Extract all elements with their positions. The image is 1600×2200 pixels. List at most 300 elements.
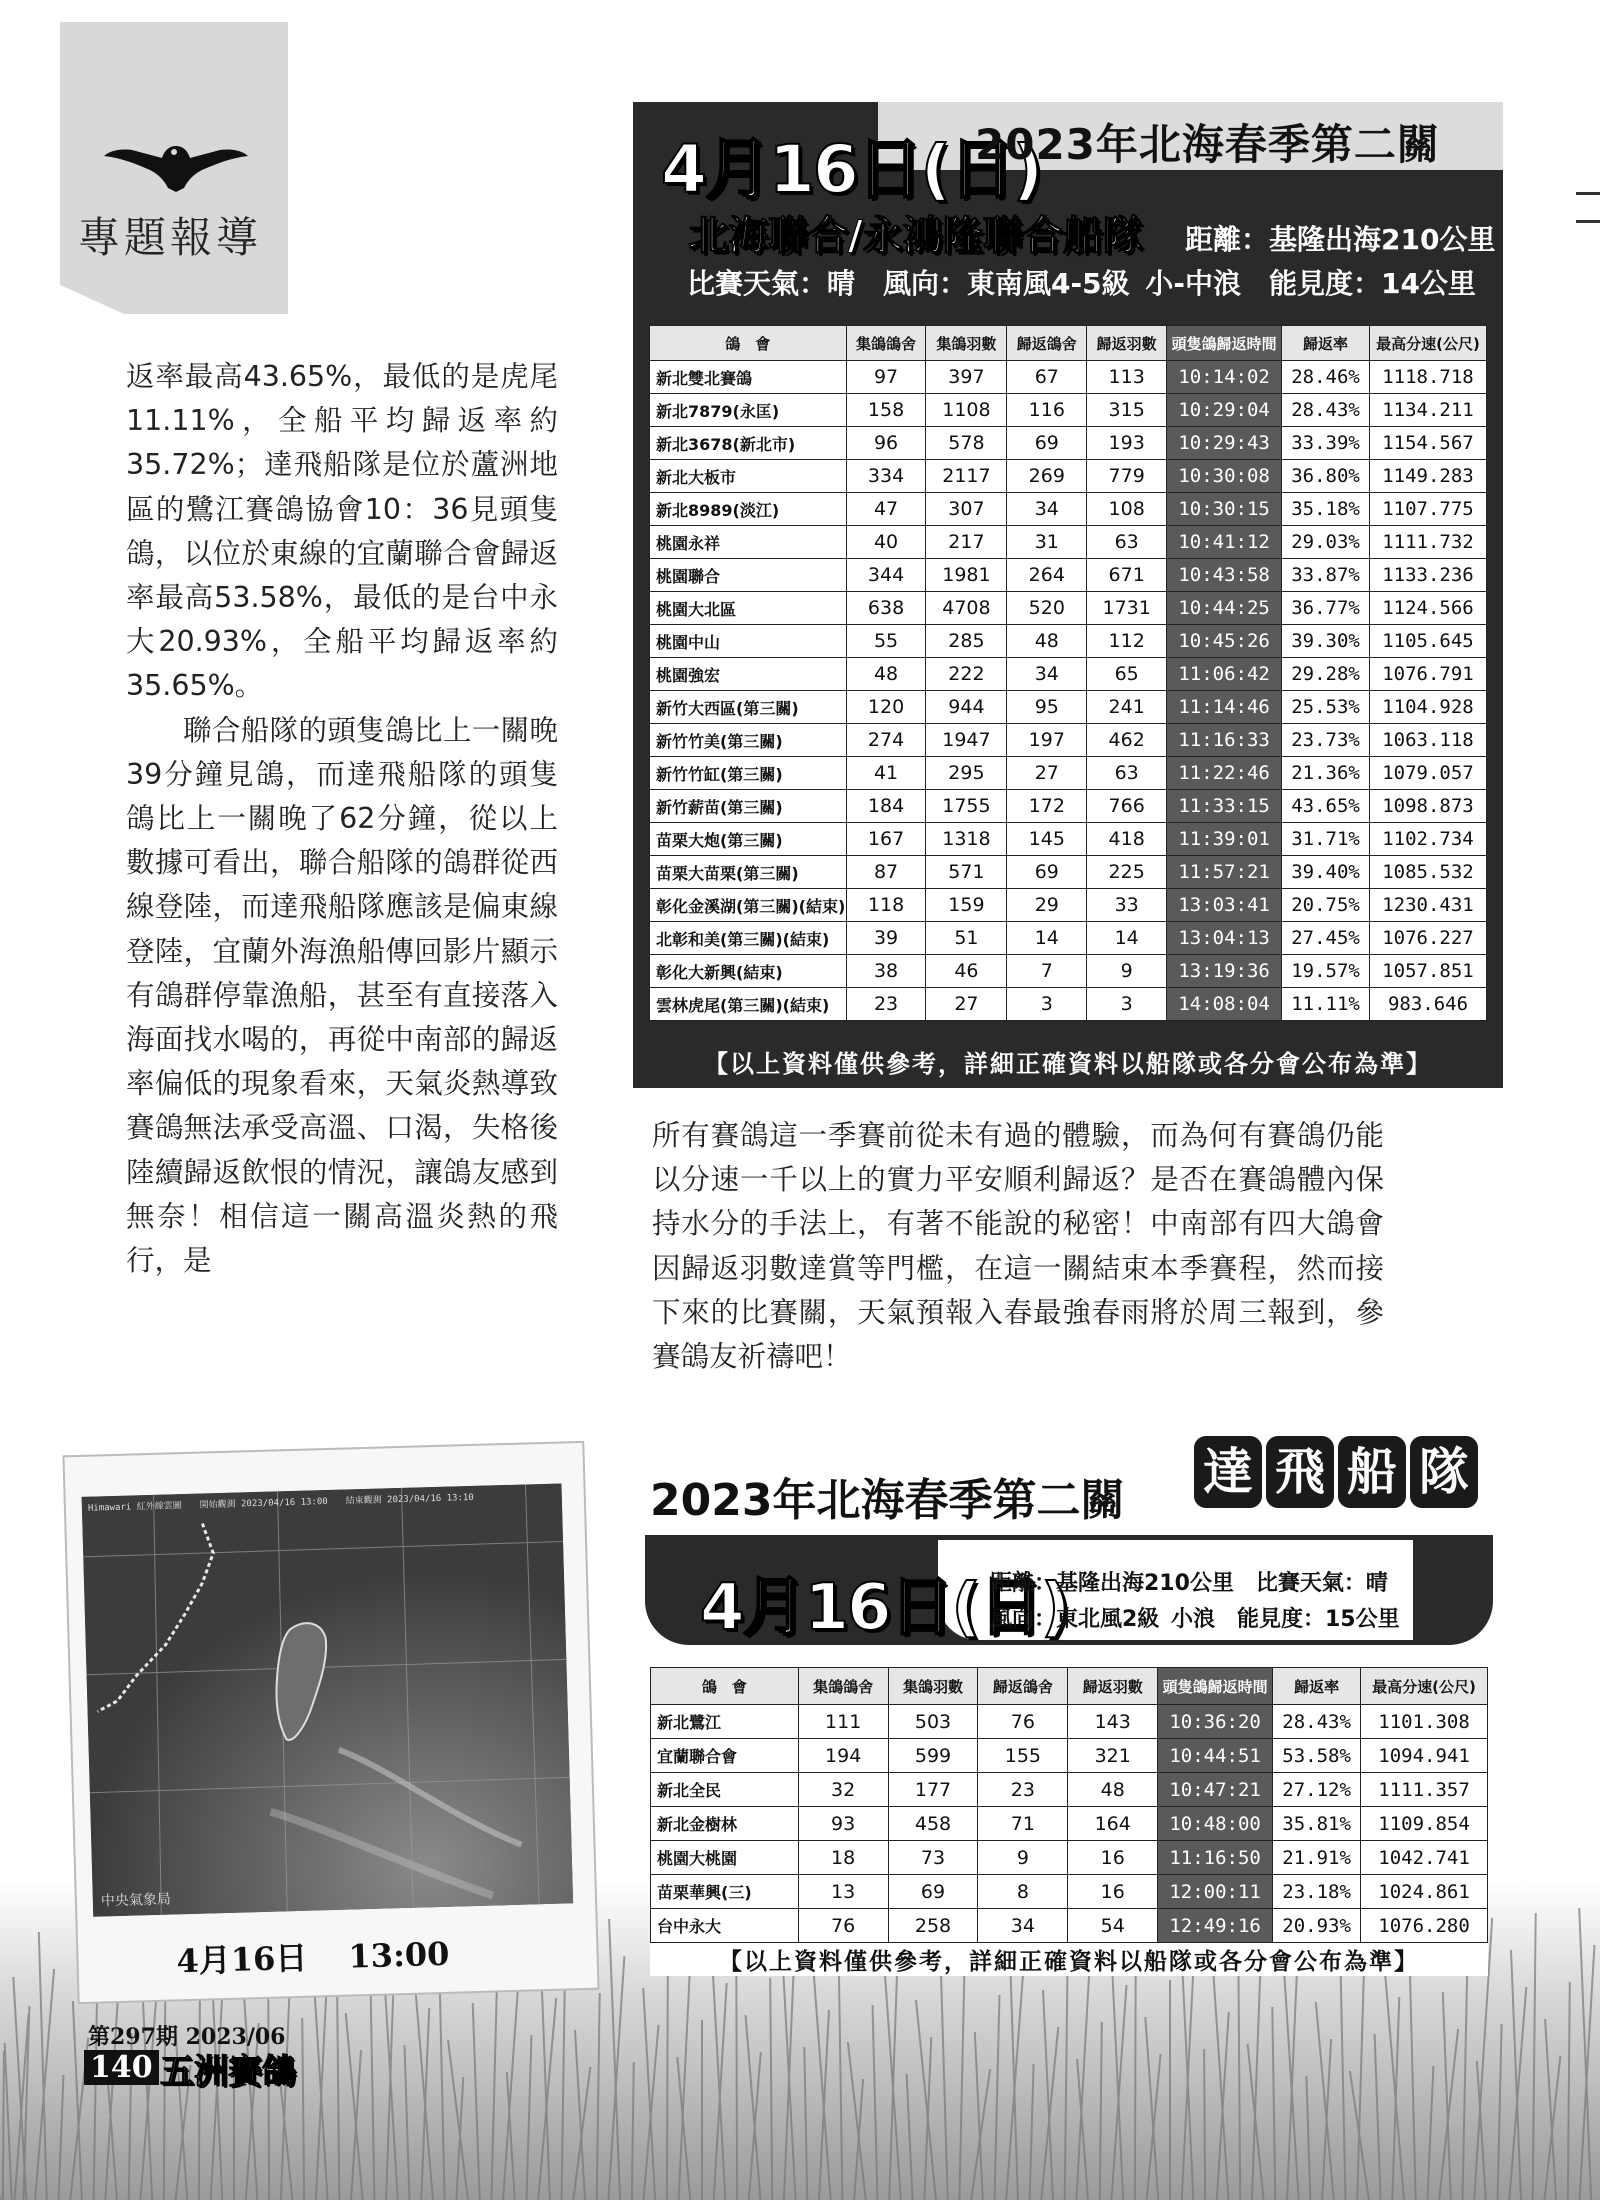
table-cell: 67 [1007,361,1087,394]
table-row [650,625,1487,658]
table-cell: 31.71% [1282,823,1370,856]
club-name-cell: 新竹薪苗(第三關) [650,790,847,823]
results-table [650,1667,1488,1943]
table-cell: 113 [1087,361,1167,394]
table-row [651,1841,1488,1875]
table-row [650,493,1487,526]
table-cell: 418 [1087,823,1167,856]
table-cell: 95 [1007,691,1087,724]
table-cell: 48 [846,658,926,691]
table-cell: 18 [798,1841,888,1875]
table-cell: 1057.851 [1370,955,1487,988]
table-cell: 25.53% [1282,691,1370,724]
table-cell: 11:57:21 [1167,856,1282,889]
table-cell: 36.80% [1282,460,1370,493]
table-cell: 32 [798,1773,888,1807]
satellite-header: Himawari 紅外線雲圖 開始觀測 2023/04/16 13:00 結束觀測 2023/04/16 13:10 [87,1492,474,1514]
table-cell: 766 [1087,790,1167,823]
table-cell: 14 [1007,922,1087,955]
club-name-cell: 桃園強宏 [650,658,847,691]
table-row [650,361,1487,394]
table-cell: 285 [926,625,1007,658]
table-cell: 16 [1068,1841,1158,1875]
column-header: 集鴿鴿舍 [846,326,926,361]
caption-date: 4月16日 [176,1938,308,1981]
table-row [651,1739,1488,1773]
table-cell: 11:16:33 [1167,724,1282,757]
table-cell: 55 [846,625,926,658]
table-cell: 27.12% [1273,1773,1361,1807]
race-date: 4月16日(日) [661,131,1042,208]
table-cell: 10:29:04 [1167,394,1282,427]
table-cell: 63 [1087,757,1167,790]
table-cell: 71 [978,1807,1068,1841]
table-cell: 69 [888,1875,978,1909]
table-cell: 11:14:46 [1167,691,1282,724]
table-cell: 3 [1087,988,1167,1021]
table-cell: 458 [888,1807,978,1841]
table-row [650,823,1487,856]
column-header: 集鴿鴿舍 [798,1668,888,1705]
table-row [650,922,1487,955]
table-cell: 264 [1007,559,1087,592]
table-cell: 1042.741 [1361,1841,1488,1875]
table-cell: 48 [1007,625,1087,658]
table-cell: 11.11% [1282,988,1370,1021]
table-cell: 503 [888,1705,978,1739]
table-row [650,889,1487,922]
club-name-cell: 苗栗大炮(第三關) [650,823,847,856]
table-row [650,691,1487,724]
table-cell: 13:03:41 [1167,889,1282,922]
table-cell: 1024.861 [1361,1875,1488,1909]
article-paragraph: 聯合船隊的頭隻鴿比上一關晚39分鐘見鴿，而達飛船隊的頭隻鴿比上一關晚了62分鐘，從以上數據可看出，聯合船隊的鴿群從西線登陸，而達飛船隊應該是偏東線登陸，宜蘭外海漁船傳回影片顯示有鴿群停靠漁船，甚至有直接落入海面找水喝的，再從中南部的歸返率偏低的現象看來，天氣炎熱導致賽鴿無法承受高溫、口渴，失格後陸續歸返飲恨的情況，讓鴿友感到無奈！相信這一關高溫炎熱的飛行，是 [126,713,558,1278]
table-cell: 315 [1087,394,1167,427]
column-header: 歸返羽數 [1087,326,1167,361]
table-cell: 1133.236 [1370,559,1487,592]
race-info-line-2: 風向：東北風2級 小浪 能見度：15公里 [990,1607,1400,1632]
club-name-cell: 新北大板市 [650,460,847,493]
club-name-cell: 台中永大 [651,1909,799,1943]
club-name-cell: 新竹竹缸(第三關) [650,757,847,790]
table-cell: 307 [926,493,1007,526]
table-cell: 23 [978,1773,1068,1807]
table-cell: 222 [926,658,1007,691]
column-header: 歸返羽數 [1068,1668,1158,1705]
table-cell: 638 [846,592,926,625]
table-cell: 40 [846,526,926,559]
table-cell: 34 [1007,658,1087,691]
table-cell: 34 [978,1909,1068,1943]
edge-mark-icon [1572,190,1600,226]
table-cell: 1118.718 [1370,361,1487,394]
table-cell: 1101.308 [1361,1705,1488,1739]
magazine-name: 五洲賽鴿 [160,2052,296,2092]
table-cell: 11:39:01 [1167,823,1282,856]
table-cell: 7 [1007,955,1087,988]
club-name-cell: 桃園永祥 [650,526,847,559]
table-row [650,460,1487,493]
caption-time: 13:00 [347,1934,450,1976]
table-cell: 1149.283 [1370,460,1487,493]
article-paragraph: 返率最高43.65%，最低的是虎尾11.11%，全船平均歸返率約35.72%；達飛船隊是位於蘆洲地區的鷺江賽鴿協會10：36見頭隻鴿，以位於東線的宜蘭聯合會歸返率最高53.58%，最低的是台中永大20.93%，全船平均歸返率約35.65%。 [126,360,558,703]
club-name-cell: 新北鷺江 [651,1705,799,1739]
table-cell: 9 [1087,955,1167,988]
table-cell: 29 [1007,889,1087,922]
table-cell: 241 [1087,691,1167,724]
table-cell: 3 [1007,988,1087,1021]
table-cell: 35.81% [1273,1807,1361,1841]
table-cell: 23.73% [1282,724,1370,757]
table-cell: 16 [1068,1875,1158,1909]
club-name-cell: 桃園大桃園 [651,1841,799,1875]
club-name-cell: 宜蘭聯合會 [651,1739,799,1773]
column-header: 鴿 會 [650,326,847,361]
table-cell: 1731 [1087,592,1167,625]
table-cell: 571 [926,856,1007,889]
table-row [651,1807,1488,1841]
article-middle-column [652,1114,1384,1379]
table-cell: 172 [1007,790,1087,823]
table-cell: 9 [978,1841,1068,1875]
table-cell: 4708 [926,592,1007,625]
club-name-cell: 苗栗大苗栗(第三關) [650,856,847,889]
table-cell: 33 [1087,889,1167,922]
club-name-cell: 新北8989(淡江) [650,493,847,526]
table-cell: 1111.357 [1361,1773,1488,1807]
table-cell: 10:43:58 [1167,559,1282,592]
race-title: 2023年北海春季第二關 [650,1475,1125,1526]
satellite-photo [64,1443,597,2002]
table-cell: 164 [1068,1807,1158,1841]
table-cell: 63 [1087,526,1167,559]
table-cell: 225 [1087,856,1167,889]
race-info-line-1: 距離：基隆出海210公里 比賽天氣：晴 [990,1571,1388,1596]
table-row [651,1773,1488,1807]
table-row [650,856,1487,889]
table-cell: 27.45% [1282,922,1370,955]
satellite-map [82,1483,574,1916]
table-row [650,757,1487,790]
table-cell: 20.75% [1282,889,1370,922]
table-cell: 274 [846,724,926,757]
club-name-cell: 彰化金溪湖(第三關)(結束) [650,889,847,922]
grass-blade [667,1951,668,2200]
table-cell: 1094.941 [1361,1739,1488,1773]
table-cell: 28.46% [1282,361,1370,394]
table-cell: 96 [846,427,926,460]
table-cell: 39 [846,922,926,955]
table-cell: 1076.227 [1370,922,1487,955]
table-cell: 1105.645 [1370,625,1487,658]
table-cell: 1107.775 [1370,493,1487,526]
table-cell: 1947 [926,724,1007,757]
column-header: 集鴿羽數 [888,1668,978,1705]
club-name-cell: 桃園大北區 [650,592,847,625]
column-header: 頭隻鴿歸返時間 [1167,326,1282,361]
table-cell: 34 [1007,493,1087,526]
table-cell: 1102.734 [1370,823,1487,856]
table-row [650,394,1487,427]
table-cell: 14:08:04 [1167,988,1282,1021]
club-name-cell: 新北雙北賽鴿 [650,361,847,394]
table-cell: 108 [1087,493,1167,526]
column-header: 最高分速(公尺) [1361,1668,1488,1705]
issue-info: 第297期 2023/06 [88,2024,286,2050]
table-cell: 76 [978,1705,1068,1739]
table-cell: 1154.567 [1370,427,1487,460]
table-cell: 158 [846,394,926,427]
table-row [651,1875,1488,1909]
table-cell: 10:44:25 [1167,592,1282,625]
table-cell: 1981 [926,559,1007,592]
table-cell: 118 [846,889,926,922]
table-cell: 344 [846,559,926,592]
table-cell: 217 [926,526,1007,559]
table-cell: 184 [846,790,926,823]
table-cell: 47 [846,493,926,526]
table-cell: 1063.118 [1370,724,1487,757]
table-cell: 462 [1087,724,1167,757]
table-cell: 20.93% [1273,1909,1361,1943]
table-row [650,559,1487,592]
table-cell: 13:04:13 [1167,922,1282,955]
club-name-cell: 北彰和美(第三關)(結束) [650,922,847,955]
table-cell: 93 [798,1807,888,1841]
article-paragraph: 所有賽鴿這一季賽前從未有過的體驗，而為何有賽鴿仍能以分速一千以上的實力平安順利歸返？是否在賽鴿體內保持水分的手法上，有著不能說的秘密！中南部有四大鴿會因歸返羽數達賞等門檻，在這一關結束本季賽程，然而接下來的比賽關，天氣預報入春最強春雨將於周三報到，參賽鴿友祈禱吧！ [652,1119,1384,1374]
page-number: 140 [84,2050,159,2085]
satellite-credit: 中央氣象局 [100,1891,172,1910]
table-cell: 944 [926,691,1007,724]
table-row [650,427,1487,460]
table-cell: 258 [888,1909,978,1943]
table-cell: 21.36% [1282,757,1370,790]
club-name-cell: 桃園中山 [650,625,847,658]
table-cell: 197 [1007,724,1087,757]
disclaimer: 【以上資料僅供參考，詳細正確資料以船隊或各分會公布為準】 [650,1943,1488,1976]
club-name-cell: 新竹大西區(第三關) [650,691,847,724]
fleet-badge: 船 [1338,1436,1406,1508]
fleet-badges [1190,1436,1478,1508]
table-row [650,592,1487,625]
table-cell: 1085.532 [1370,856,1487,889]
table-cell: 1134.211 [1370,394,1487,427]
table-cell: 11:33:15 [1167,790,1282,823]
race-result-panel-1 [633,102,1503,1088]
table-cell: 12:49:16 [1158,1909,1273,1943]
table-row [650,724,1487,757]
table-cell: 1109.854 [1361,1807,1488,1841]
table-cell: 10:29:43 [1167,427,1282,460]
table-cell: 1079.057 [1370,757,1487,790]
table-cell: 159 [926,889,1007,922]
table-cell: 97 [846,361,926,394]
table-cell: 177 [888,1773,978,1807]
race-weather: 比賽天氣：晴 風向：東南風4-5級 小-中浪 能見度：14公里 [687,267,1476,300]
club-name-cell: 新北7879(永匡) [650,394,847,427]
article-left-column [126,355,558,1283]
club-name-cell: 彰化大新興(結束) [650,955,847,988]
disclaimer: 【以上資料僅供參考，詳細正確資料以船隊或各分會公布為準】 [704,1050,1432,1078]
table-cell: 520 [1007,592,1087,625]
race-distance: 距離：基隆出海210公里 [1185,223,1496,256]
club-name-cell: 新北金樹林 [651,1807,799,1841]
table-cell: 43.65% [1282,790,1370,823]
table-cell: 1755 [926,790,1007,823]
results-table [649,325,1487,1021]
table-cell: 73 [888,1841,978,1875]
table-cell: 578 [926,427,1007,460]
table-cell: 10:14:02 [1167,361,1282,394]
table-cell: 10:47:21 [1158,1773,1273,1807]
table-cell: 19.57% [1282,955,1370,988]
fleet-badge: 隊 [1410,1436,1478,1508]
table-cell: 1230.431 [1370,889,1487,922]
table-row [651,1909,1488,1943]
table-cell: 321 [1068,1739,1158,1773]
table-cell: 38 [846,955,926,988]
table-cell: 54 [1068,1909,1158,1943]
table-row [650,526,1487,559]
fleet-name: 北海聯合/永鴻隆聯合船隊 [688,213,1143,259]
table-cell: 1124.566 [1370,592,1487,625]
eagle-icon [102,138,250,194]
club-name-cell: 新北3678(新北市) [650,427,847,460]
table-cell: 51 [926,922,1007,955]
table-cell: 36.77% [1282,592,1370,625]
table-cell: 41 [846,757,926,790]
table-cell: 1098.873 [1370,790,1487,823]
column-header: 歸返鴿舍 [1007,326,1087,361]
table-cell: 10:41:12 [1167,526,1282,559]
table-cell: 33.87% [1282,559,1370,592]
column-header: 鴿 會 [651,1668,799,1705]
table-cell: 27 [1007,757,1087,790]
table-cell: 31 [1007,526,1087,559]
table-cell: 39.40% [1282,856,1370,889]
table-cell: 193 [1087,427,1167,460]
table-cell: 11:06:42 [1167,658,1282,691]
table-cell: 10:48:00 [1158,1807,1273,1841]
table-cell: 29.28% [1282,658,1370,691]
column-header: 歸返鴿舍 [978,1668,1068,1705]
table-cell: 10:44:51 [1158,1739,1273,1773]
column-header: 頭隻鴿歸返時間 [1158,1668,1273,1705]
column-header: 歸返率 [1282,326,1370,361]
table-cell: 143 [1068,1705,1158,1739]
table-row [650,955,1487,988]
table-cell: 14 [1087,922,1167,955]
club-name-cell: 新竹竹美(第三關) [650,724,847,757]
table-cell: 116 [1007,394,1087,427]
table-cell: 671 [1087,559,1167,592]
club-name-cell: 新北全民 [651,1773,799,1807]
table-cell: 10:45:26 [1167,625,1282,658]
table-row [651,1705,1488,1739]
table-cell: 1076.791 [1370,658,1487,691]
table-cell: 145 [1007,823,1087,856]
table-cell: 69 [1007,427,1087,460]
table-cell: 2117 [926,460,1007,493]
table-cell: 10:30:15 [1167,493,1282,526]
column-header: 歸返率 [1273,1668,1361,1705]
column-header: 最高分速(公尺) [1370,326,1487,361]
table-cell: 11:22:46 [1167,757,1282,790]
table-cell: 10:30:08 [1167,460,1282,493]
table-cell: 13:19:36 [1167,955,1282,988]
table-cell: 269 [1007,460,1087,493]
table-cell: 1104.928 [1370,691,1487,724]
table-cell: 1108 [926,394,1007,427]
table-cell: 87 [846,856,926,889]
table-cell: 334 [846,460,926,493]
table-cell: 10:36:20 [1158,1705,1273,1739]
table-cell: 48 [1068,1773,1158,1807]
table-cell: 112 [1087,625,1167,658]
club-name-cell: 苗栗華興(三) [651,1875,799,1909]
club-name-cell: 雲林虎尾(第三關)(結束) [650,988,847,1021]
table-cell: 46 [926,955,1007,988]
photo-caption [176,1929,450,1983]
table-row [650,790,1487,823]
table-cell: 1318 [926,823,1007,856]
grass-blade [1204,2049,1205,2200]
grass-blade [3,2051,4,2200]
table-cell: 1076.280 [1361,1909,1488,1943]
table-cell: 53.58% [1273,1739,1361,1773]
table-row [650,658,1487,691]
table-cell: 65 [1087,658,1167,691]
race-date: 4月16日(日) [700,1571,1069,1645]
table-cell: 120 [846,691,926,724]
table-cell: 23.18% [1273,1875,1361,1909]
table-cell: 39.30% [1282,625,1370,658]
table-cell: 76 [798,1909,888,1943]
table-cell: 111 [798,1705,888,1739]
table-cell: 35.18% [1282,493,1370,526]
table-cell: 11:16:50 [1158,1841,1273,1875]
table-cell: 13 [798,1875,888,1909]
club-name-cell: 桃園聯合 [650,559,847,592]
table-cell: 28.43% [1273,1705,1361,1739]
table-cell: 983.646 [1370,988,1487,1021]
table-cell: 167 [846,823,926,856]
satellite-image [82,1483,574,1916]
table-cell: 779 [1087,460,1167,493]
table-row [650,988,1487,1021]
table-cell: 194 [798,1739,888,1773]
table-cell: 12:00:11 [1158,1875,1273,1909]
fleet-badge: 飛 [1266,1436,1334,1508]
table-cell: 28.43% [1282,394,1370,427]
table-cell: 29.03% [1282,526,1370,559]
table-cell: 33.39% [1282,427,1370,460]
table-cell: 155 [978,1739,1068,1773]
table-cell: 397 [926,361,1007,394]
column-header: 集鴿羽數 [926,326,1007,361]
table-cell: 599 [888,1739,978,1773]
table-cell: 69 [1007,856,1087,889]
race-title: 2023年北海春季第二關 [975,120,1440,169]
table-cell: 1111.732 [1370,526,1487,559]
table-cell: 8 [978,1875,1068,1909]
table-cell: 295 [926,757,1007,790]
section-title: 專題報導 [78,213,263,262]
fleet-badge: 達 [1194,1436,1262,1508]
table-cell: 23 [846,988,926,1021]
table-cell: 21.91% [1273,1841,1361,1875]
table-cell: 27 [926,988,1007,1021]
